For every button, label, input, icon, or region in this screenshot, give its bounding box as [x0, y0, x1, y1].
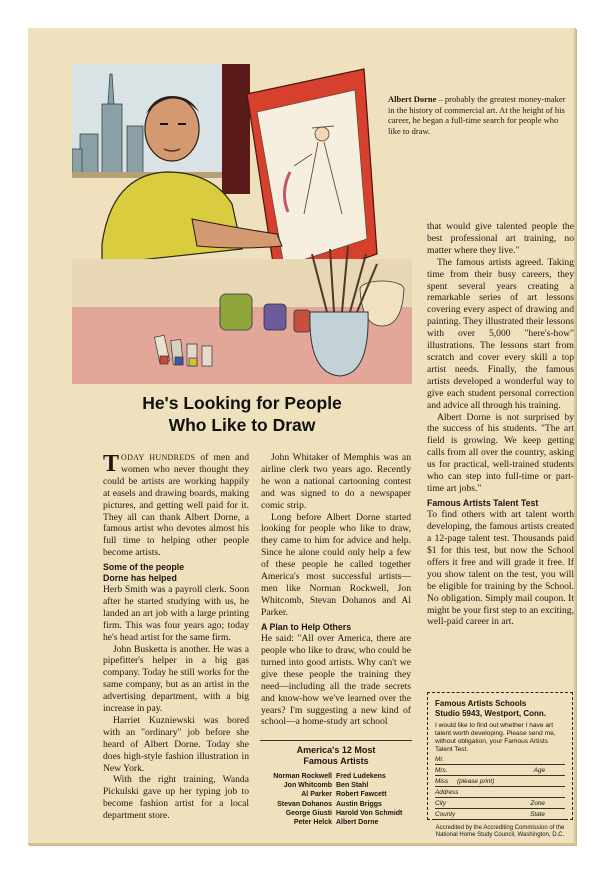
- famous-artists-box: [260, 740, 412, 827]
- artists-title: [260, 745, 412, 767]
- col3-paragraph-3: Albert Dorne is not surprised by the success of his students. "The art field is growing. We keep getting calls from all over the country, asking us for practical, well-trained students who can step into full-time or part-time art jobs.": [427, 411, 574, 494]
- coupon-field-mr[interactable]: [435, 755, 565, 765]
- article-column-2: [261, 452, 411, 728]
- magazine-page: [28, 28, 576, 845]
- col1-p1-text: of men and women who never thought they could be artists are working happily at easels and drawing boards, making pictures, and getting well paid for it. They all can thank Albert Dorne, a famous artist who devotes almost his full time to helping other people become artists.: [103, 452, 249, 559]
- col2-paragraph-3: He said: "All over America, there are people who like to draw, who could be turned into good artists. Why can't we give these people the training they need—including all the trade secrets and know-how we've learned over the years? I'm suggesting a new kind of school—a home-study art school: [261, 633, 411, 728]
- col3-paragraph-1: that would give talented people the best professional art training, no matter where they live.": [427, 221, 574, 256]
- coupon-school-name: Famous Artists Schools: [435, 699, 527, 708]
- artist-name: Norman Rockwell: [273, 773, 332, 780]
- col1-paragraph-1: [103, 452, 249, 559]
- col3-paragraph-2: The famous artists agreed. Taking time from their busy careers, they spent several years creating a remarkable series of art lessons covering every aspect of drawing and painting. They illustrated their lessons with over 5,000 "here's-how" illustrations. The lessons start from scratch and cover every skill a top artist needs. Finally, the famous artists developed a wonderful way to give each student personal correction and advice all through his training.: [427, 256, 574, 411]
- coupon-field-address[interactable]: [435, 788, 565, 798]
- subhead-line-1: Some of the people: [103, 562, 185, 573]
- artist-name: Ben Stahl: [336, 782, 369, 790]
- page-headline: [72, 392, 412, 436]
- coupon-school: [435, 699, 565, 719]
- coupon-field-city-zone[interactable]: [435, 799, 565, 809]
- headline-line-1: He's Looking for People: [142, 393, 342, 413]
- col1-paragraph-5: With the right training, Wanda Pickulski gave up her typing job to become fashion artist for a local department store.: [103, 774, 249, 822]
- artist-name: Jon Whitcomb: [283, 782, 332, 790]
- field-label-mrs: Mrs.: [435, 767, 448, 774]
- yellow-shirt: [102, 172, 242, 264]
- field-label-city: City: [435, 800, 447, 807]
- caption-text: – probably the greatest money-maker in the history of commercial art. At the height of his career, he began a full-time search for people who like to draw.: [388, 94, 566, 136]
- artist-name: Stevan Dohanos: [277, 800, 332, 808]
- coupon-field-county-state[interactable]: [435, 810, 565, 820]
- artists-title-line-2: Famous Artists: [303, 756, 369, 766]
- field-label-address: Address: [435, 789, 459, 796]
- coupon-field-miss[interactable]: [435, 777, 565, 787]
- artist-name: Harold Von Schmidt: [336, 809, 403, 817]
- col1-paragraph-2: Herb Smith was a payroll clerk. Soon after he started studying with us, he landed an art job with a large printing firm. This was four years ago; today he's head artist for the same firm.: [103, 583, 249, 643]
- headline-line-2: Who Like to Draw: [168, 415, 316, 435]
- artist-name: Al Parker: [301, 791, 332, 799]
- albert-dorne-illustration: [72, 54, 412, 384]
- article-column-1: [103, 452, 249, 822]
- subhead-talent-test: Famous Artists Talent Test: [427, 497, 539, 508]
- artists-title-line-1: America's 12 Most: [296, 745, 376, 755]
- drop-cap: T: [103, 451, 120, 477]
- caption-name: Albert Dorne: [388, 94, 437, 104]
- col1-paragraph-3: John Busketta is another. He was a pipefitter's helper in a big gas company. Today he still works for the same company, but as an artist in the advertising department, with a big increase in pay.: [103, 643, 249, 715]
- field-label-age: Age: [533, 767, 545, 774]
- field-label-zone: Zone: [530, 800, 545, 807]
- col1-paragraph-4: Harriet Kuzniewski was bored with an "ordinary" job before she heard of Albert Dorne. Today she does high-style fashion illustration in New York.: [103, 714, 249, 774]
- col2-paragraph-2: Long before Albert Dorne started looking for people who like to draw, they came to him for advice and help. Since he alone could only help a few of these people he called together America's most successful artists—men like Norman Rockwell, Jon Whitcomb, Stevan Dohanos and Al Parker.: [261, 511, 411, 618]
- subhead-plan: A Plan to Help Others: [261, 621, 352, 632]
- field-label-mr: Mr.: [435, 756, 444, 763]
- coupon-accreditation: Accredited by the Accrediting Commission of the National Home Study Council, Washington, D.C.: [435, 825, 565, 839]
- illustration-caption: [388, 94, 566, 136]
- artists-left-column: [260, 772, 336, 827]
- artist-name: Fred Ludekens: [336, 773, 386, 780]
- mail-coupon: [427, 692, 573, 839]
- artist-name: Albert Dorne: [336, 819, 379, 827]
- artists-right-column: [336, 772, 412, 827]
- field-label-state: State: [530, 811, 545, 818]
- col3-paragraph-4: To find others with art talent worth developing, the famous artists created a 12-page talent test. Thousands paid $1 for this test, but now the School offers it free and will grade it free. If you show talent on the test, you will be eligible for training by the School. No obligation. Simply mail coupon. It might be your first step to an exciting, well-paid career in art.: [427, 509, 574, 628]
- field-label-county: County: [435, 811, 456, 818]
- field-label-print: (please print): [457, 778, 495, 785]
- coupon-school-address: Studio 5943, Westport, Conn.: [435, 709, 546, 718]
- subhead-dorne-helped: [103, 562, 249, 583]
- artist-name: Robert Fawcett: [336, 791, 387, 799]
- coupon-field-mrs-age[interactable]: [435, 766, 565, 776]
- subhead-line-2: Dorne has helped: [103, 572, 177, 583]
- coupon-body: I would like to find out whether I have art talent worth developing. Please send me, without obligation, your Famous Artists Talent Test.: [435, 722, 556, 753]
- lead-small-caps: ODAY HUNDREDS: [121, 453, 196, 462]
- artists-grid: [260, 772, 412, 827]
- field-label-miss: Miss: [435, 778, 449, 785]
- artist-name: Peter Helck: [293, 819, 332, 827]
- artist-name: George Giusti: [285, 809, 332, 817]
- col2-paragraph-1: John Whitaker of Memphis was an airline clerk two years ago. Recently he won a national cartooning contest and was signed to do a newspaper comic strip.: [261, 452, 411, 511]
- curtain: [222, 64, 250, 194]
- artist-name: Austin Briggs: [336, 800, 382, 808]
- article-column-3: [427, 221, 574, 628]
